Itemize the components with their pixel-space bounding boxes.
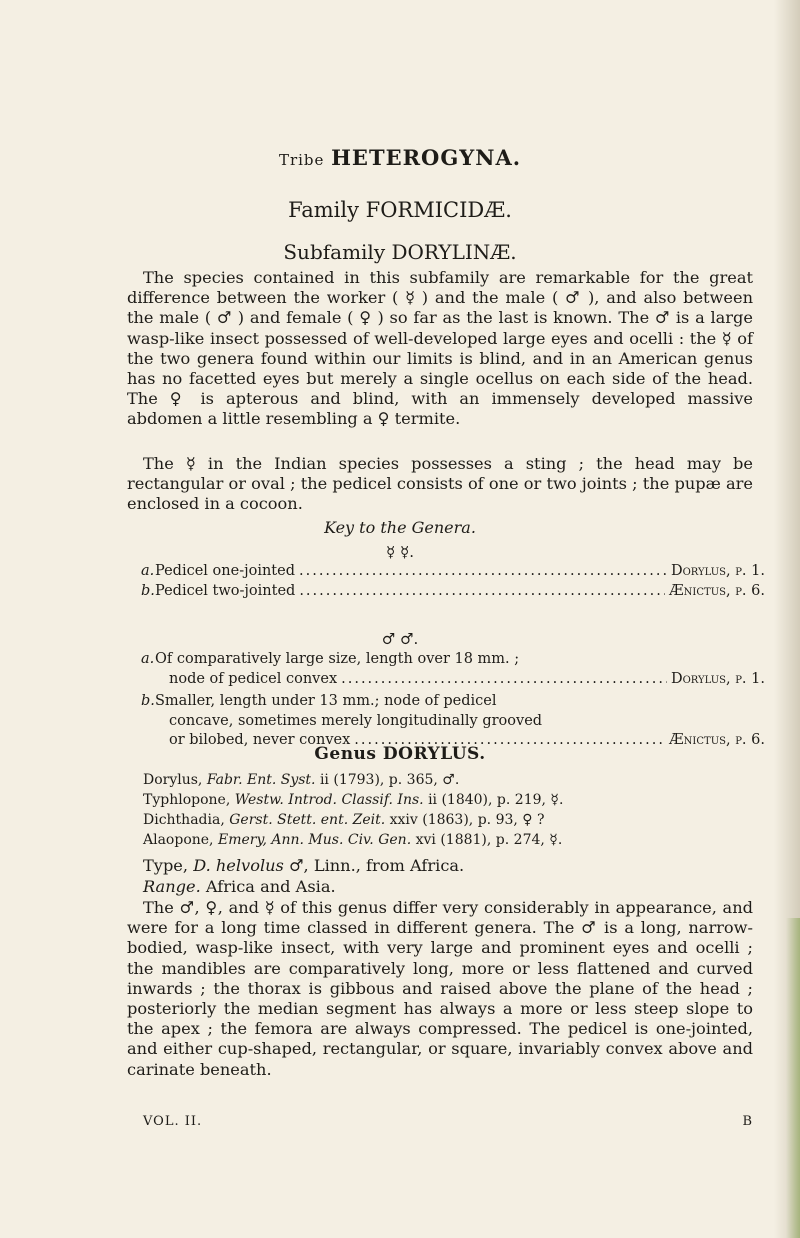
key-entry-male-a: a.Of comparatively large size, length over 18 mm. ; node of pedicel convex ..... Dorylus, p. 1.: [155, 650, 765, 689]
worker-symbol: ☿ ☿.: [386, 543, 414, 561]
genus-heading: Genus DORYLUS.: [314, 744, 486, 764]
synonym-line: Dorylus, Fabr. Ent. Syst. ii (1793), p. 365, ♂.: [143, 772, 460, 788]
male-symbol: ♂ ♂.: [381, 630, 419, 648]
tribe-heading: [0, 145, 800, 170]
intro-paragraph: The species contained in this subfamily are remarkable for the great difference between the worker ( ☿ ) and the male ( ♂ ), and also between the male ( ♂ ) and female ( ♀ ) so far as the last is known. The ♂ is a large wasp-like insect possessed of well-developed large eyes and ocelli : the ☿ of the two genera found within our limits is blind, and in an American genus has no facetted eyes but merely a single ocellus on each side of the head. The ♀ is apterous and blind, with an immensely developed massive abdomen a little resembling a ♀ termite.: [127, 268, 753, 429]
range-line: Range. Africa and Asia.: [143, 877, 336, 896]
synonym-line: Dichthadia, Gerst. Stett. ent. Zeit. xxiv (1863), p. 93, ♀ ?: [143, 812, 545, 828]
page-footer: [143, 1114, 753, 1129]
key-entry-worker-a: a.Pedicel one-jointed ..... Dorylus, p. 1.: [155, 562, 765, 582]
second-paragraph: The ☿ in the Indian species possesses a sting ; the head may be rectangular or oval ; the pedicel consists of one or two joints ; the pupæ are enclosed in a cocoon.: [127, 454, 753, 514]
synonym-line: Typhlopone, Westw. Introd. Classif. Ins. ii (1840), p. 219, ☿.: [143, 792, 564, 808]
volume-label: VOL. II.: [143, 1114, 203, 1129]
tribe-name: HETEROGYNA.: [331, 145, 522, 170]
tribe-prefix: Tribe: [278, 151, 325, 169]
family-heading: Family FORMICIDÆ.: [288, 198, 512, 222]
subfamily-heading: Subfamily DORYLINÆ.: [283, 240, 517, 264]
page-edge-tint: [786, 918, 800, 1238]
key-title: Key to the Genera.: [324, 518, 476, 537]
synonym-line: Alaopone, Emery, Ann. Mus. Civ. Gen. xvi (1881), p. 274, ☿.: [143, 832, 563, 848]
genus-description: The ♂, ♀, and ☿ of this genus differ very considerably in appearance, and were for a long time classed in different genera. The ♂ is a long, narrow-bodied, wasp-like insect, with very large and prominent eyes and ocelli ; the mandibles are comparatively long, more or less flattened and curved inwards ; the thorax is gibbous and raised above the plane of the head ; posteriorly the median segment has always a more or less steep slope to the apex ; the femora are always compressed. The pedicel is one-jointed, and either cup-shaped, rectangular, or square, invariably convex above and carinate beneath.: [127, 898, 753, 1079]
signature-mark: B: [742, 1114, 753, 1129]
type-species-line: Type, D. helvolus ♂, Linn., from Africa.: [143, 856, 465, 875]
key-entry-male-b: b.Smaller, length under 13 mm.; node of pedicel concave, sometimes merely longitudinally grooved or bilobed, never convex ..... Ænictus, p. 6.: [155, 692, 765, 751]
key-entry-worker-b: b.Pedicel two-jointed ..... Ænictus, p. 6.: [155, 582, 765, 602]
